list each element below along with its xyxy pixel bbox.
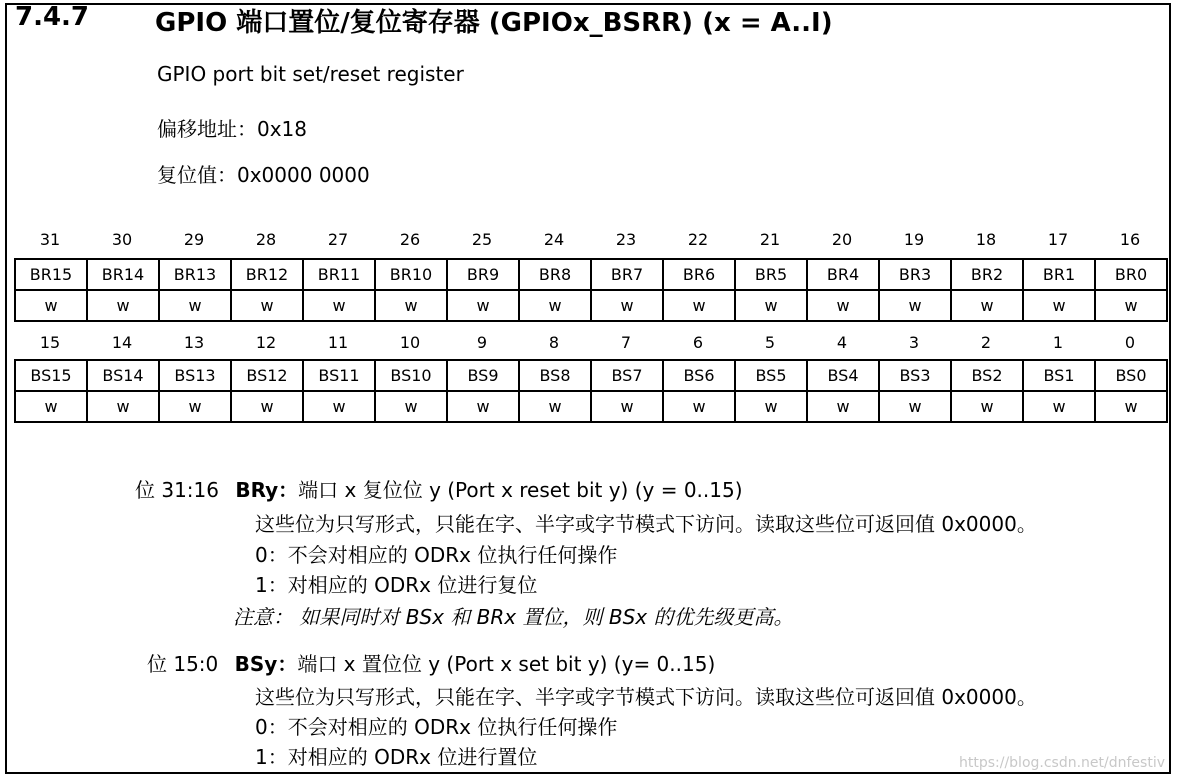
access-type-cell: w: [375, 290, 447, 321]
set-bit-field: BS12: [231, 360, 303, 391]
br-option-1: 1：对相应的 ODRx 位进行复位: [255, 573, 538, 597]
watermark: https://blog.csdn.net/dnfestiv: [958, 755, 1165, 771]
reset-bit-field: BR12: [231, 259, 303, 290]
access-type-cell: w: [591, 290, 663, 321]
bit-number: 13: [183, 333, 205, 352]
low-bit-numbers: [14, 333, 1166, 352]
bit-number: 4: [836, 333, 848, 352]
bs-bits: 位 15:0: [147, 652, 219, 676]
bit-number: 20: [831, 230, 853, 249]
bit-number: 10: [399, 333, 421, 352]
reset-bit-field: BR15: [15, 259, 87, 290]
access-type-cell: w: [663, 391, 735, 422]
access-type-cell: w: [591, 391, 663, 422]
set-bit-field: BS7: [591, 360, 663, 391]
reset-bit-field: BR13: [159, 259, 231, 290]
bit-number: 26: [399, 230, 421, 249]
offset-address: 偏移地址：0x18: [157, 117, 308, 141]
bit-number: 8: [548, 333, 560, 352]
access-type-cell: w: [663, 290, 735, 321]
bit-number: 15: [39, 333, 61, 352]
register-table-low: [14, 359, 1168, 423]
access-type-cell: w: [1095, 290, 1167, 321]
reset-bit-field: BR10: [375, 259, 447, 290]
set-bit-field: BS0: [1095, 360, 1167, 391]
register-table-high: [14, 258, 1168, 322]
bit-number: 23: [615, 230, 637, 249]
set-bit-field: BS2: [951, 360, 1023, 391]
bs-description-header: [147, 648, 715, 677]
bit-number: 22: [687, 230, 709, 249]
reset-bit-field: BR14: [87, 259, 159, 290]
bit-number: 21: [759, 230, 781, 249]
bit-number: 14: [111, 333, 133, 352]
access-type-cell: w: [303, 290, 375, 321]
br-description-header: [135, 474, 743, 503]
bit-number: 31: [39, 230, 61, 249]
br-note: 注意： 如果同时对 BSx 和 BRx 置位，则 BSx 的优先级更高。: [233, 605, 794, 629]
bit-number: 2: [980, 333, 992, 352]
access-type-cell: w: [735, 391, 807, 422]
bs-option-0: 0：不会对相应的 ODRx 位执行任何操作: [255, 715, 618, 739]
bit-number: 17: [1047, 230, 1069, 249]
access-type-cell: w: [231, 290, 303, 321]
set-bit-field: BS8: [519, 360, 591, 391]
bit-number: 24: [543, 230, 565, 249]
set-bit-field: BS13: [159, 360, 231, 391]
access-type-cell: w: [519, 391, 591, 422]
set-bit-field: BS1: [1023, 360, 1095, 391]
bit-number: 1: [1052, 333, 1064, 352]
br-name: BRy：: [235, 478, 299, 502]
section-number: 7.4.7: [15, 2, 90, 32]
access-type-cell: w: [1023, 290, 1095, 321]
access-type-cell: w: [159, 391, 231, 422]
access-type-cell: w: [879, 290, 951, 321]
bit-number: 11: [327, 333, 349, 352]
bit-number: 5: [764, 333, 776, 352]
bit-number: 28: [255, 230, 277, 249]
section-title: GPIO 端口置位/复位寄存器 (GPIOx_BSRR) (x = A..I): [155, 8, 833, 38]
bit-number: 27: [327, 230, 349, 249]
bit-number: 25: [471, 230, 493, 249]
bit-number: 30: [111, 230, 133, 249]
access-type-cell: w: [807, 290, 879, 321]
bit-number: 0: [1124, 333, 1136, 352]
reset-bit-field: BR5: [735, 259, 807, 290]
bit-number: 9: [476, 333, 488, 352]
register-subtitle: GPIO port bit set/reset register: [157, 62, 464, 86]
access-type-cell: w: [1095, 391, 1167, 422]
bit-number: 6: [692, 333, 704, 352]
reset-bit-field: BR11: [303, 259, 375, 290]
reset-bit-field: BR1: [1023, 259, 1095, 290]
bs-name: BSy：: [234, 652, 298, 676]
access-type-cell: w: [951, 391, 1023, 422]
br-option-0: 0：不会对相应的 ODRx 位执行任何操作: [255, 543, 618, 567]
bit-number: 19: [903, 230, 925, 249]
set-bit-field: BS11: [303, 360, 375, 391]
set-bit-field: BS14: [87, 360, 159, 391]
access-type-cell: w: [519, 290, 591, 321]
bs-option-1: 1：对相应的 ODRx 位进行置位: [255, 745, 538, 769]
access-type-cell: w: [231, 391, 303, 422]
access-type-cell: w: [447, 290, 519, 321]
reset-bit-field: BR7: [591, 259, 663, 290]
access-type-cell: w: [447, 391, 519, 422]
reset-bit-field: BR9: [447, 259, 519, 290]
bit-number: 3: [908, 333, 920, 352]
access-type-cell: w: [303, 391, 375, 422]
bit-number: 16: [1119, 230, 1141, 249]
set-bit-field: BS9: [447, 360, 519, 391]
reset-bit-field: BR4: [807, 259, 879, 290]
access-type-cell: w: [375, 391, 447, 422]
reset-bit-field: BR2: [951, 259, 1023, 290]
set-bit-field: BS4: [807, 360, 879, 391]
set-bit-field: BS3: [879, 360, 951, 391]
access-type-cell: w: [1023, 391, 1095, 422]
bs-heading: 端口 x 置位位 y (Port x set bit y) (y= 0..15): [297, 652, 716, 676]
access-type-cell: w: [15, 290, 87, 321]
access-type-cell: w: [87, 290, 159, 321]
high-bit-numbers: [14, 230, 1166, 249]
access-type-cell: w: [879, 391, 951, 422]
access-type-cell: w: [15, 391, 87, 422]
reset-bit-field: BR0: [1095, 259, 1167, 290]
access-type-cell: w: [159, 290, 231, 321]
bit-number: 7: [620, 333, 632, 352]
br-heading: 端口 x 复位位 y (Port x reset bit y) (y = 0..15): [298, 478, 743, 502]
access-type-cell: w: [735, 290, 807, 321]
set-bit-field: BS10: [375, 360, 447, 391]
access-type-cell: w: [87, 391, 159, 422]
reset-bit-field: BR3: [879, 259, 951, 290]
br-line1: 这些位为只写形式，只能在字、半字或字节模式下访问。读取这些位可返回值 0x0000。: [255, 512, 1037, 536]
br-bits: 位 31:16: [135, 478, 219, 502]
bs-line1: 这些位为只写形式，只能在字、半字或字节模式下访问。读取这些位可返回值 0x0000。: [255, 685, 1037, 709]
bit-number: 12: [255, 333, 277, 352]
reset-value: 复位值：0x0000 0000: [157, 163, 370, 187]
bit-number: 29: [183, 230, 205, 249]
access-type-cell: w: [807, 391, 879, 422]
reset-bit-field: BR8: [519, 259, 591, 290]
access-type-cell: w: [951, 290, 1023, 321]
set-bit-field: BS6: [663, 360, 735, 391]
set-bit-field: BS15: [15, 360, 87, 391]
bit-number: 18: [975, 230, 997, 249]
reset-bit-field: BR6: [663, 259, 735, 290]
set-bit-field: BS5: [735, 360, 807, 391]
